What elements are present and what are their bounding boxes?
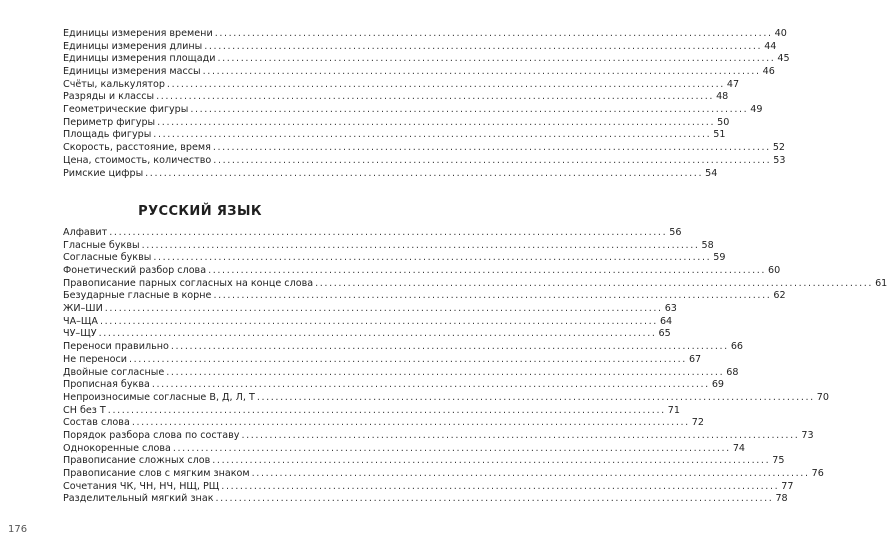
toc-entry-title: Разряды и классы	[63, 91, 155, 103]
toc-entry-page: 53	[773, 154, 786, 166]
toc-entry-title: Единицы измерения времени	[63, 27, 213, 39]
toc-entry	[63, 455, 785, 468]
toc-entry-page: 49	[750, 104, 763, 116]
toc-entry-page: 50	[717, 116, 730, 128]
toc-entry-page: 74	[732, 442, 746, 454]
toc-entry-title: Согласные буквы	[63, 252, 152, 264]
toc-dot-leader: ........................................................................................................................	[129, 353, 687, 365]
toc-entry-title: Двойные согласные	[63, 366, 165, 378]
toc-dot-leader: ........................................................................................................................	[251, 468, 810, 480]
toc-entry-page: 46	[762, 66, 775, 78]
toc-entry-page: 71	[667, 404, 680, 416]
toc-entry-page: 52	[772, 142, 786, 154]
toc-dot-leader: ........................................................................................................................	[156, 91, 715, 103]
toc-entry-title: Единицы измерения массы	[63, 66, 201, 78]
toc-dot-leader: ........................................................................................................................	[100, 315, 658, 327]
toc-entry-page: 56	[669, 226, 682, 238]
toc-entry-page: 61	[875, 277, 887, 289]
toc-entry	[63, 391, 829, 405]
toc-entry	[63, 379, 725, 392]
toc-dot-leader: ........................................................................................................................	[145, 167, 704, 179]
toc-entry-title: ЖИ–ШИ	[63, 303, 103, 315]
toc-entry	[63, 404, 680, 418]
toc-entry-page: 47	[726, 78, 740, 90]
toc-dot-leader: ........................................................................................................................	[202, 66, 761, 78]
toc-dot-leader: ........................................................................................................................	[190, 104, 749, 116]
toc-entry-title: Переноси правильно	[63, 341, 169, 353]
toc-entry	[63, 142, 786, 155]
toc-entry	[63, 239, 714, 253]
toc-entry	[63, 265, 781, 278]
toc-entry-title: Площадь фигуры	[63, 129, 152, 141]
toc-entry-page: 77	[781, 480, 794, 492]
toc-dot-leader: ........................................................................................................................	[141, 239, 700, 251]
toc-entry-title: Состав слова	[63, 417, 130, 429]
toc-entry-title: Единицы измерения площади	[63, 53, 216, 65]
toc-math-list	[63, 27, 790, 180]
toc-entry-page: 70	[816, 391, 829, 403]
toc-entry	[63, 104, 763, 117]
toc-dot-leader: ........................................................................................................................	[208, 265, 767, 277]
toc-entry-page: 51	[713, 129, 726, 141]
toc-entry	[63, 315, 673, 329]
toc-dot-leader: ........................................................................................................................	[157, 116, 716, 128]
toc-entry-title: Фонетический разбор слова	[63, 265, 207, 277]
toc-entry	[63, 417, 704, 430]
toc-entry-title: Разделительный мягкий знак	[63, 493, 214, 505]
toc-entry	[63, 442, 746, 456]
toc-dot-leader: ........................................................................................................................	[213, 154, 772, 166]
toc-entry-title: СН без Т	[63, 404, 106, 416]
toc-entry-title: Безударные гласные в корне	[63, 290, 212, 302]
toc-dot-leader: ........................................................................................................................	[104, 303, 663, 315]
toc-entry	[63, 303, 677, 316]
toc-entry-title: Периметр фигуры	[63, 116, 156, 128]
toc-entry-title: Алфавит	[63, 226, 108, 238]
toc-dot-leader: ........................................................................................................................	[109, 226, 668, 238]
toc-entry-page: 60	[768, 265, 781, 277]
toc-entry-page: 44	[764, 40, 777, 52]
toc-dot-leader: ........................................................................................................................	[221, 480, 780, 492]
toc-entry	[63, 53, 790, 66]
toc-entry	[63, 468, 824, 481]
toc-entry-page: 73	[801, 429, 814, 441]
toc-dot-leader: ........................................................................................................................	[215, 493, 774, 505]
toc-entry-page: 65	[658, 328, 671, 340]
toc-dot-leader: ........................................................................................................................	[170, 341, 729, 353]
toc-entry	[63, 366, 739, 380]
toc-dot-leader: ........................................................................................................................	[212, 142, 771, 154]
toc-entry-page: 75	[772, 455, 785, 467]
toc-dot-leader: ........................................................................................................................	[151, 379, 710, 391]
toc-entry	[63, 353, 702, 367]
toc-dot-leader: ........................................................................................................................	[217, 53, 776, 65]
toc-entry	[63, 493, 788, 506]
toc-dot-leader: ........................................................................................................................	[204, 40, 763, 52]
toc-dot-leader: ........................................................................................................................	[214, 27, 773, 39]
toc-entry	[63, 116, 730, 130]
section-heading-russian: РУССКИЙ ЯЗЫК	[138, 204, 262, 219]
toc-entry	[63, 277, 887, 291]
toc-dot-leader: ........................................................................................................................	[166, 78, 725, 90]
toc-entry-title: Прописная буква	[63, 379, 150, 391]
toc-entry-title: Правописание сложных слов	[63, 455, 211, 467]
toc-entry	[63, 129, 726, 143]
toc-dot-leader: ........................................................................................................................	[172, 442, 731, 454]
toc-entry	[63, 40, 777, 54]
toc-entry-title: Цена, стоимость, количество	[63, 154, 212, 166]
toc-entry	[63, 167, 718, 181]
toc-entry-title: ЧУ–ЩУ	[63, 328, 97, 340]
toc-entry-title: Однокоренные слова	[63, 442, 171, 454]
toc-entry-page: 67	[688, 353, 702, 365]
toc-entry-page: 69	[711, 379, 725, 391]
toc-entry-page: 40	[774, 27, 787, 39]
toc-dot-leader: ........................................................................................................................	[241, 429, 800, 441]
toc-entry-title: Геометрические фигуры	[63, 104, 189, 116]
toc-entry-title: Порядок разбора слова по составу	[63, 429, 240, 441]
toc-dot-leader: ........................................................................................................................	[98, 328, 657, 340]
toc-entry-page: 59	[713, 252, 726, 264]
toc-entry-page: 63	[664, 303, 677, 315]
toc-entry	[63, 252, 726, 265]
toc-entry	[63, 328, 671, 342]
toc-entry-page: 78	[775, 493, 788, 505]
toc-entry-title: Гласные буквы	[63, 239, 140, 251]
toc-entry	[63, 91, 729, 104]
toc-entry-title: Счёты, калькулятор	[63, 78, 165, 90]
toc-entry-page: 66	[730, 341, 744, 353]
toc-entry-title: Единицы измерения длины	[63, 40, 203, 52]
toc-entry-title: Непроизносимые согласные В, Д, Л, Т	[63, 391, 255, 403]
toc-entry-title: ЧА–ЩА	[63, 315, 98, 327]
page-number: 176	[8, 524, 28, 535]
toc-entry-page: 72	[691, 417, 704, 429]
toc-entry-title: Правописание парных согласных на конце слова	[63, 277, 314, 289]
toc-entry-title: Римские цифры	[63, 167, 144, 179]
toc-entry	[63, 341, 744, 354]
toc-dot-leader: ........................................................................................................................	[166, 366, 725, 378]
toc-dot-leader: ........................................................................................................................	[213, 290, 772, 302]
toc-entry-page: 58	[701, 239, 714, 251]
toc-entry	[63, 154, 786, 168]
toc-entry-page: 48	[716, 91, 729, 103]
toc-russian-list	[63, 226, 887, 506]
toc-entry-title: Сочетания ЧК, ЧН, НЧ, НЩ, РЩ	[63, 480, 220, 492]
toc-entry-page: 62	[773, 290, 786, 302]
toc-entry	[63, 429, 814, 443]
toc-entry-page: 54	[705, 167, 718, 179]
toc-entry-title: Правописание слов с мягким знаком	[63, 468, 250, 480]
toc-dot-leader: ........................................................................................................................	[153, 129, 712, 141]
toc-entry-title: Скорость, расстояние, время	[63, 142, 211, 154]
toc-entry	[63, 290, 786, 303]
toc-entry-page: 68	[726, 366, 739, 378]
toc-entry-page: 76	[811, 468, 824, 480]
toc-entry	[63, 226, 682, 240]
toc-dot-leader: ........................................................................................................................	[315, 277, 874, 289]
toc-dot-leader: ........................................................................................................................	[256, 391, 815, 403]
toc-entry	[63, 78, 740, 92]
toc-entry	[63, 27, 787, 41]
toc-dot-leader: ........................................................................................................................	[107, 404, 666, 416]
toc-dot-leader: ........................................................................................................................	[212, 455, 771, 467]
toc-entry-page: 64	[659, 315, 673, 327]
toc-entry	[63, 480, 794, 494]
toc-entry-title: Не переноси	[63, 353, 127, 365]
toc-entry-page: 45	[777, 53, 790, 65]
toc-entry	[63, 66, 775, 79]
toc-dot-leader: ........................................................................................................................	[131, 417, 690, 429]
toc-dot-leader: ........................................................................................................................	[153, 252, 712, 264]
